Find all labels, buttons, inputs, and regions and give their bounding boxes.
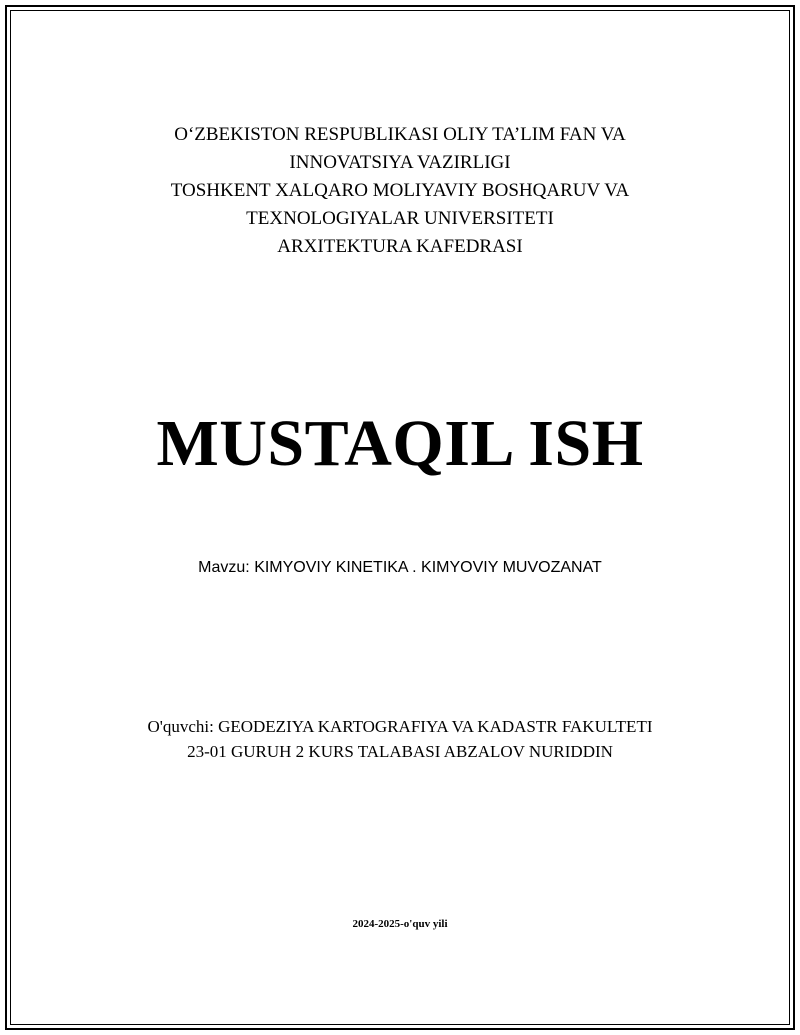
institution-header	[0, 121, 800, 261]
header-line-university-1: TOSHKENT XALQARO MOLIYAVIY BOSHQARUV VA	[170, 180, 630, 201]
student-name-line: 23-01 GURUH 2 KURS TALABASI ABZALOV NURIDDIN	[187, 742, 613, 761]
document-topic: Mavzu: KIMYOVIY KINETIKA . KIMYOVIY MUVOZANAT	[198, 559, 602, 576]
header-line-ministry-1: O‘ZBEKISTON RESPUBLIKASI OLIY TA’LIM FAN VA	[174, 124, 626, 145]
student-info	[0, 714, 800, 764]
student-faculty-line: O'quvchi: GEODEZIYA KARTOGRAFIYA VA KADASTR FAKULTETI	[147, 717, 653, 736]
header-line-department: ARXITEKTURA KAFEDRASI	[277, 236, 523, 257]
header-line-university-2: TEXNOLOGIYALAR UNIVERSITETI	[246, 208, 554, 229]
document-title: MUSTAQIL ISH	[156, 407, 644, 480]
academic-year: 2024-2025-o'quv yili	[352, 918, 448, 930]
header-line-ministry-2: INNOVATSIYA VAZIRLIGI	[289, 152, 511, 173]
